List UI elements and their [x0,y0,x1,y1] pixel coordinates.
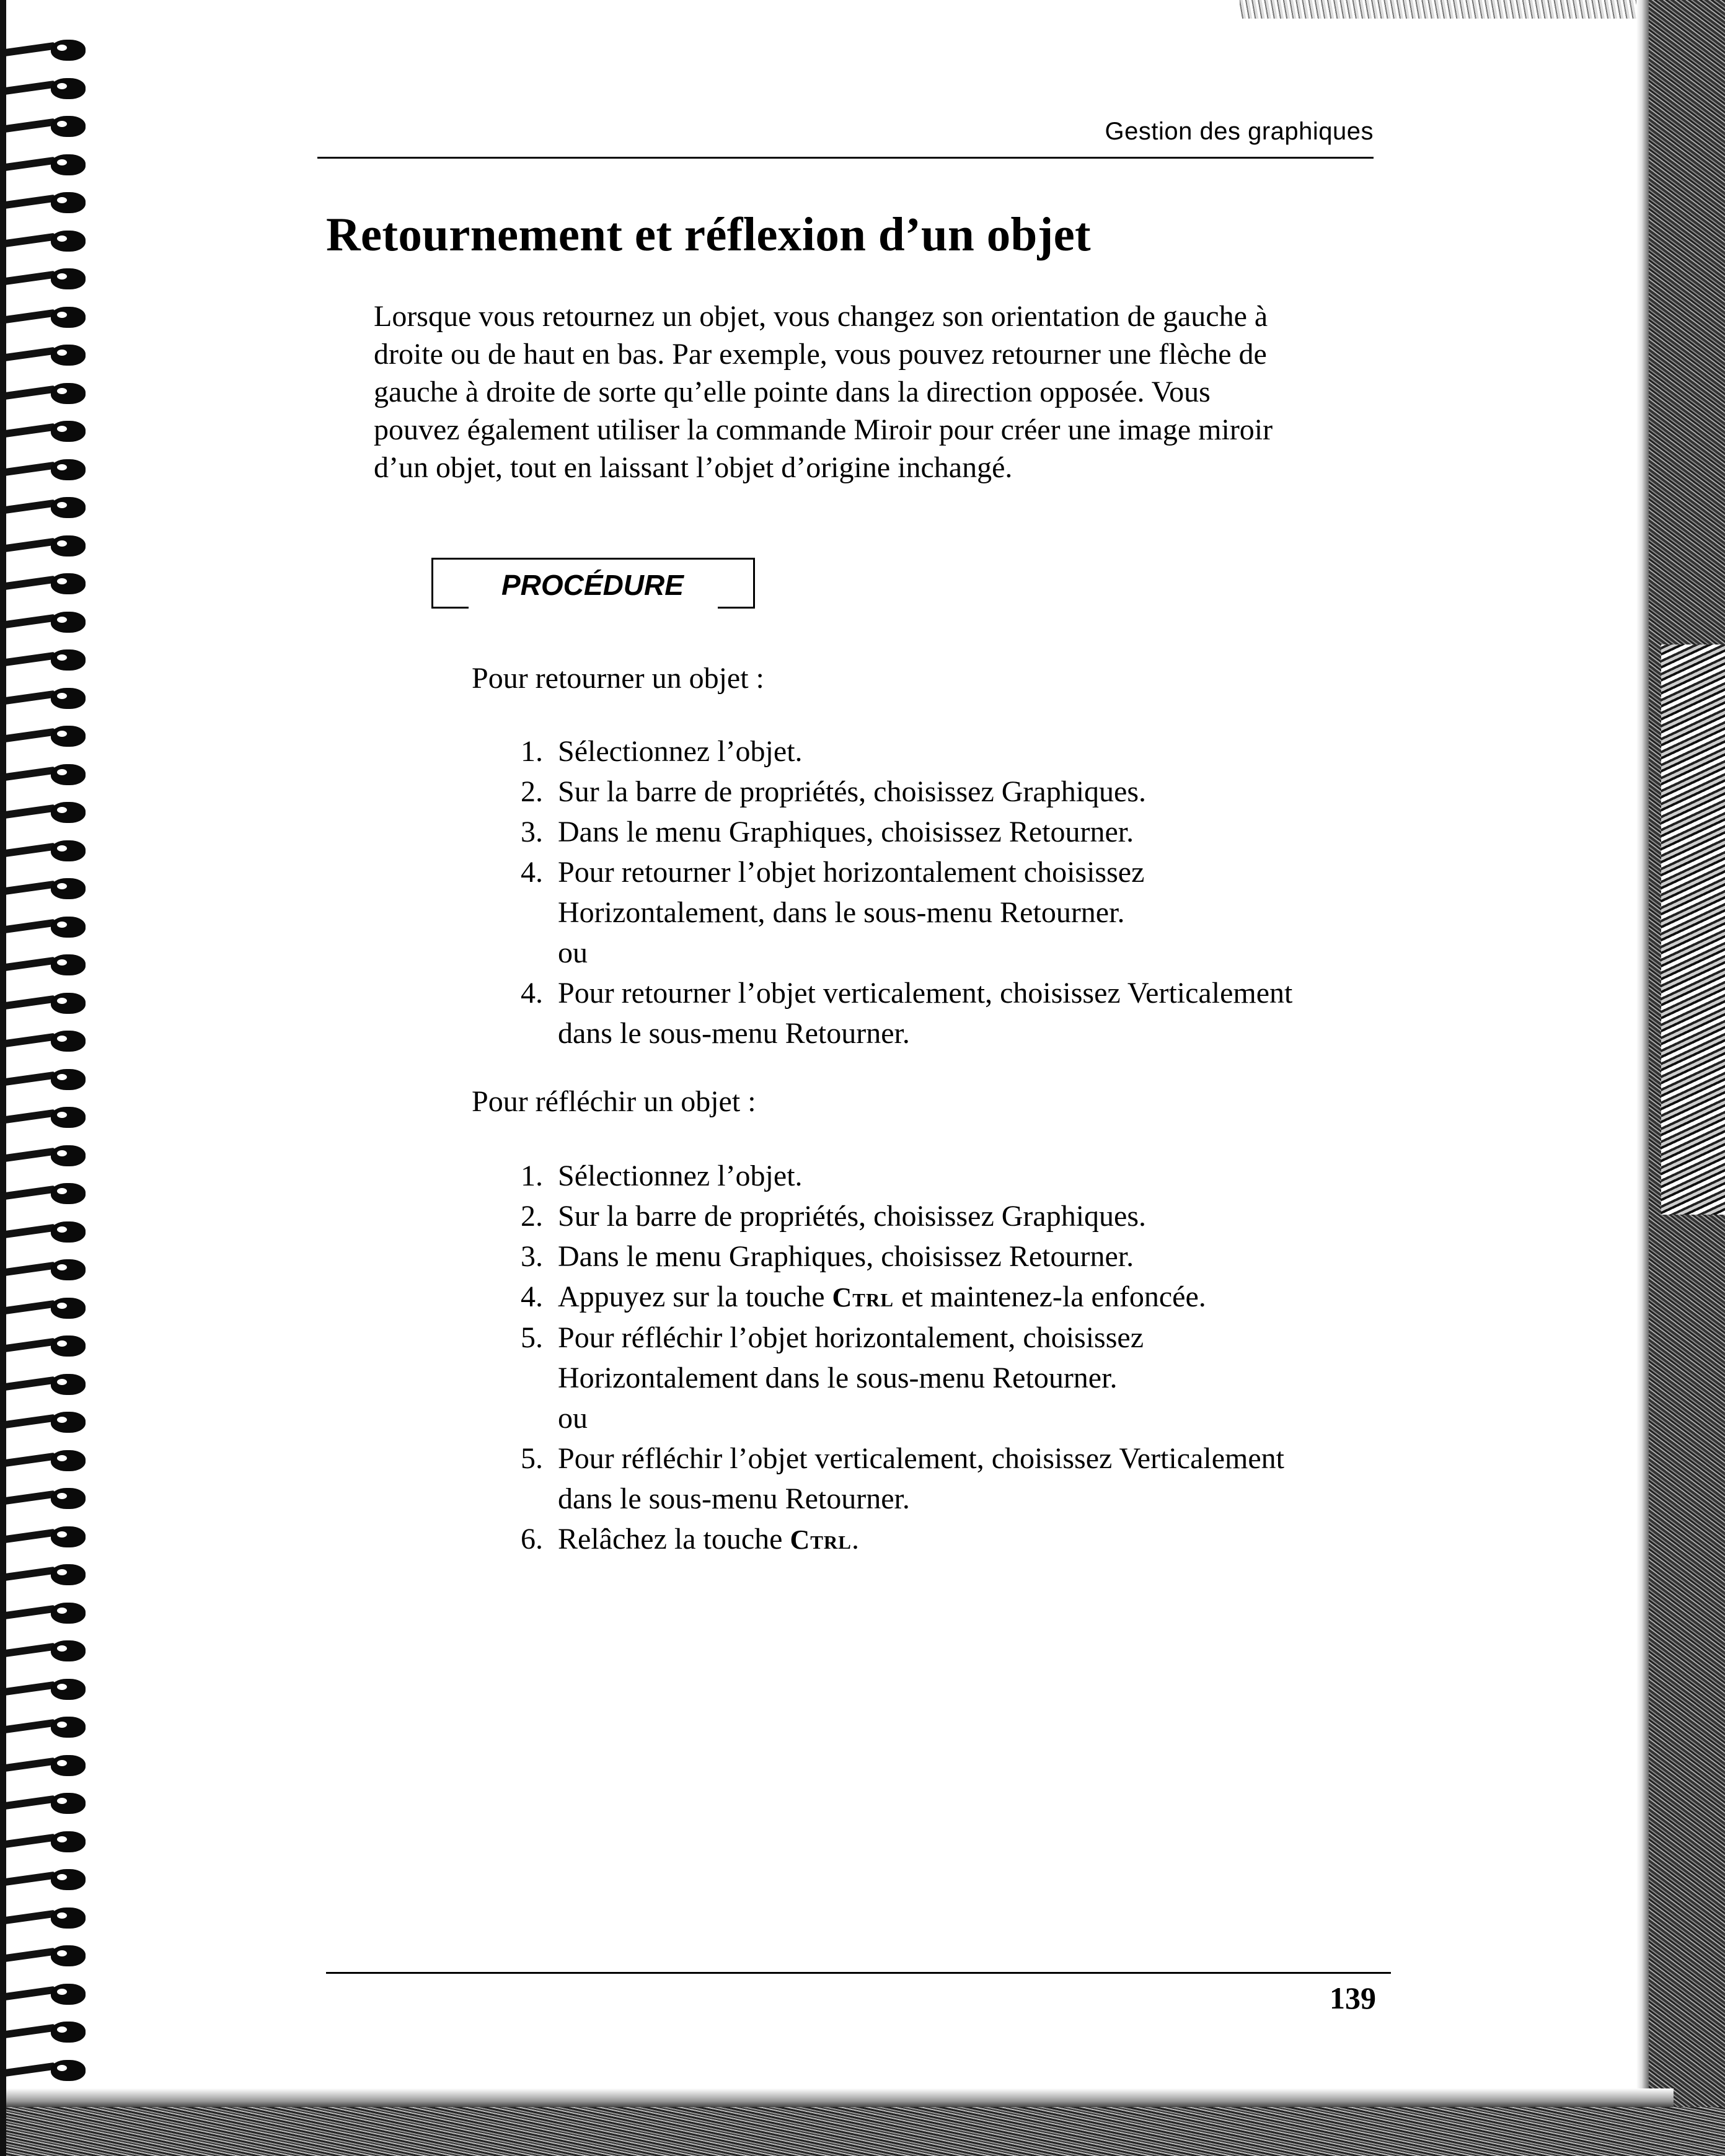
page-edge-shadow [1636,0,1650,2107]
step-text: Dans le menu Graphiques, choisissez Retourner. [558,1240,1134,1273]
binding-coil [0,876,93,900]
intro-paragraph [374,297,1365,486]
binding-coil [0,1524,93,1549]
intro-line: pouvez également utiliser la commande Miroir pour créer une image miroir [374,413,1273,446]
running-header: Gestion des graphiques [1105,118,1374,145]
step-number: 1. [521,735,543,768]
mirror-steps-list [521,1156,1284,1560]
step-text: ou [558,1402,588,1435]
procedure-label: PROCÉDURE [495,571,690,599]
flip-steps-list [521,731,1292,1054]
binding-coil [0,1981,93,2006]
binding-coil [0,457,93,482]
binding-coil [0,1409,93,1434]
binding-coil [0,990,93,1015]
step-text: Pour retourner l’objet verticalement, choisissez Verticalement [558,977,1293,1010]
binding-coil [0,1295,93,1320]
binding-coil [0,1676,93,1701]
step-item [521,731,1292,772]
binding-coil [0,304,93,329]
step-number: 4. [521,1280,543,1313]
step-text: Sur la barre de propriétés, choisissez Graphiques. [558,775,1147,808]
step-number: 4. [521,856,543,889]
spiral-binding [0,37,93,2107]
step-number: 6. [521,1523,543,1555]
binding-coil [0,1943,93,1968]
binding-coil [0,1905,93,1930]
key-name: Ctrl [832,1282,894,1313]
intro-line: d’un objet, tout en laissant l’objet d’origine inchangé. [374,451,1013,484]
procedure-banner [431,558,755,609]
step-item [521,973,1292,1054]
binding-coil [0,1219,93,1244]
step-item [521,1196,1284,1236]
step-item [521,812,1292,852]
binding-coil [0,609,93,634]
binding-coil [0,1829,93,1854]
intro-line: gauche à droite de sorte qu’elle pointe dans la direction opposée. Vous [374,376,1211,408]
scanner-background-bottom [0,2107,1725,2156]
binding-coil [0,113,93,138]
binding-coil [0,1333,93,1358]
binding-coil [0,1143,93,1168]
binding-coil [0,685,93,710]
step-number: 2. [521,1200,543,1233]
step-text: Horizontalement, dans le sous-menu Retourner. [558,896,1125,929]
step-text: Pour réfléchir l’objet horizontalement, choisissez [558,1321,1144,1354]
page-bottom-shadow [0,2088,1674,2110]
step-number: 2. [521,775,543,808]
step-number: 3. [521,1240,543,1273]
binding-coil [0,37,93,62]
binding-coil [0,533,93,558]
step-text: dans le sous-menu Retourner. [558,1017,910,1050]
step-number: 3. [521,816,543,848]
binding-coil [0,1028,93,1053]
step-text: Sur la barre de propriétés, choisissez Graphiques. [558,1200,1147,1233]
page-title: Retournement et réflexion d’un objet [326,208,1092,261]
binding-coil [0,1448,93,1472]
step-number: 5. [521,1321,543,1354]
binding-coil [0,1638,93,1663]
step-text: Pour retourner l’objet horizontalement choisissez [558,856,1145,889]
key-name: Ctrl [790,1525,852,1555]
binding-coil [0,1067,93,1091]
binding-coil [0,1562,93,1586]
binding-coil [0,190,93,214]
step-item [521,1156,1284,1196]
binding-coil [0,838,93,863]
binding-coil [0,228,93,253]
binding-coil [0,1371,93,1396]
binding-coil [0,418,93,443]
intro-line: Lorsque vous retournez un objet, vous changez son orientation de gauche à [374,300,1268,333]
footer-rule [326,1972,1391,1974]
step-item [521,1519,1284,1560]
step-text: dans le sous-menu Retourner. [558,1482,910,1515]
binding-coil [0,152,93,177]
binding-coil [0,1181,93,1205]
step-item [521,852,1292,973]
step-item [521,772,1292,812]
binding-coil [0,495,93,519]
binding-coil [0,1600,93,1625]
binding-coil [0,647,93,672]
binding-coil [0,952,93,977]
binding-coil [0,571,93,596]
binding-coil [0,1257,93,1282]
binding-coil [0,723,93,748]
step-item [521,1236,1284,1277]
step-text: ou [558,936,588,969]
page-number: 139 [1330,1981,1376,2015]
binding-coil [0,1485,93,1510]
binding-coil [0,1790,93,1815]
step-text: Sélectionnez l’objet. [558,1159,803,1192]
binding-coil [0,914,93,939]
binding-coil [0,76,93,100]
binding-coil [0,1104,93,1129]
binding-coil [0,1714,93,1739]
binding-coil [0,1867,93,1891]
step-number: 4. [521,977,543,1010]
step-item [521,1318,1284,1438]
mirror-section-intro: Pour réfléchir un objet : [472,1085,756,1118]
step-item [521,1438,1284,1519]
step-text: Pour réfléchir l’objet verticalement, choisissez Verticalement [558,1442,1284,1475]
binding-coil [0,762,93,786]
step-item [521,1277,1284,1318]
flip-section-intro: Pour retourner un objet : [472,662,764,695]
binding-coil [0,2057,93,2082]
binding-coil [0,1753,93,1777]
step-text: Relâchez la touche Ctrl. [558,1523,859,1555]
step-text: Appuyez sur la touche Ctrl et maintenez-la enfoncée. [558,1280,1206,1313]
step-number: 5. [521,1442,543,1475]
header-rule [317,157,1374,159]
binding-coil [0,266,93,291]
step-number: 1. [521,1159,543,1192]
intro-line: droite ou de haut en bas. Par exemple, vous pouvez retourner une flèche de [374,338,1267,371]
step-text: Sélectionnez l’objet. [558,735,803,768]
scanner-noise-patch [1661,645,1725,1215]
binding-coil [0,342,93,367]
binding-coil [0,381,93,405]
step-text: Dans le menu Graphiques, choisissez Retourner. [558,816,1134,848]
binding-coil [0,2019,93,2044]
step-text: Horizontalement dans le sous-menu Retourner. [558,1362,1118,1394]
binding-coil [0,799,93,824]
